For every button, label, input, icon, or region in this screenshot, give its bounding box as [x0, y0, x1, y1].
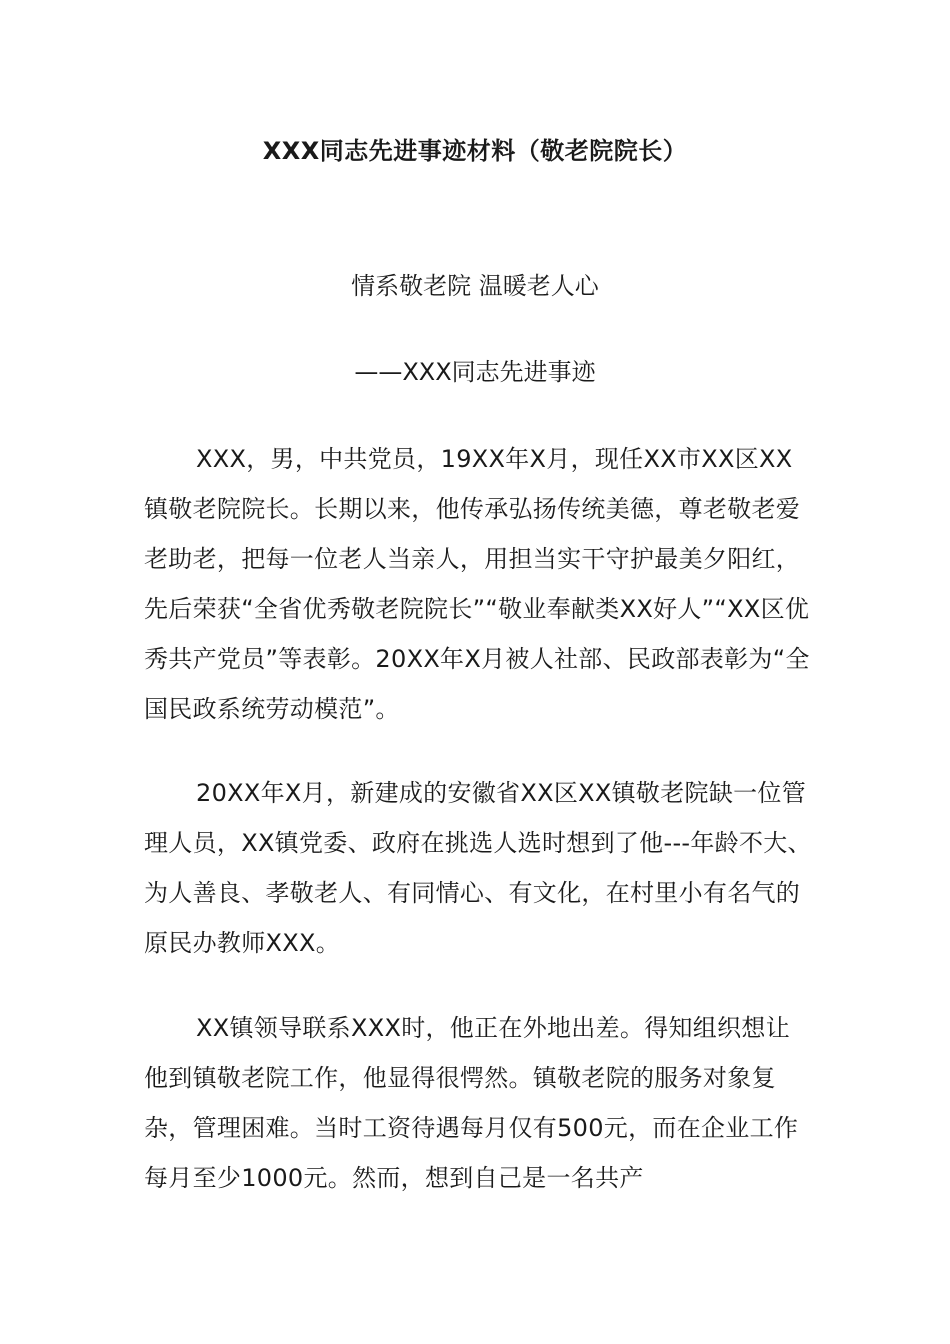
body-paragraph: XX镇领导联系XXX时，他正在外地出差。得知组织想让他到镇敬老院工作，他显得很愕然。镇敬老院的服务对象复杂，管理困难。当时工资待遇每月仅有500元，而在企业工作每月至少1000元。然而，想到自己是一名共产 [144, 1014, 799, 1192]
document-subtitle: 情系敬老院 温暖老人心 [351, 272, 599, 300]
body-paragraph: 20XX年X月，新建成的安徽省XX区XX镇敬老院缺一位管理人员，XX镇党委、政府在挑选人选时想到了他---年龄不大、为人善良、孝敬老人、有同情心、有文化，在村里小有名气的原民办教师XXX。 [144, 779, 812, 957]
document-title: XXX同志先进事迹材料（敬老院院长） [262, 137, 688, 165]
document-byline: ——XXX同志先进事迹 [354, 358, 596, 386]
body-paragraph: XXX，男，中共党员，19XX年X月，现任XX市XX区XX镇敬老院院长。长期以来，他传承弘扬传统美德，尊老敬老爱老助老，把每一位老人当亲人，用担当实干守护最美夕阳红，先后荣获“全省优秀敬老院院长”“敬业奉献类XX好人”“XX区优秀共产党员”等表彰。20XX年X月被人社部、民政部表彰为“全国民政系统劳动模范”。 [144, 445, 810, 723]
